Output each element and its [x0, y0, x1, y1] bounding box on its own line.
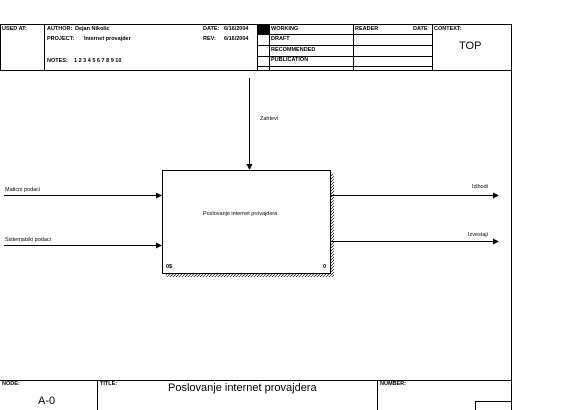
footer-number-box — [475, 401, 476, 410]
rev-label: REV: — [203, 36, 216, 42]
footer-divider — [511, 380, 512, 410]
context-value: TOP — [459, 40, 482, 52]
used-at-label: USED AT: — [2, 26, 27, 32]
control-arrowhead — [247, 164, 253, 170]
input-label-1: Maticni podaci — [5, 187, 41, 193]
notes-value: 1 2 3 4 5 6 7 8 9 10 — [74, 58, 122, 64]
reader-label: READER — [355, 26, 379, 32]
context-label: CONTEXT: — [434, 26, 462, 32]
output-arrowhead-1 — [493, 193, 499, 199]
date-value: 6/16/2004 — [224, 26, 249, 32]
activity-number: 0 — [323, 264, 327, 270]
output-arrowhead-2 — [493, 239, 499, 245]
input-label-2: Sistematski podaci — [5, 237, 51, 243]
notes-label: NOTES: — [47, 58, 68, 64]
author-value: Dejan Nikolic — [75, 26, 110, 32]
project-label: PROJECT: — [47, 36, 75, 42]
project-value: Internet provajder — [84, 36, 131, 42]
control-label: Zahtevi — [260, 116, 279, 122]
rev-value: 6/16/2004 — [224, 36, 249, 42]
date-label: DATE: — [203, 26, 220, 32]
footer-divider — [97, 380, 98, 410]
node-value: A-0 — [38, 395, 56, 407]
title-label: TITLE: — [100, 381, 118, 387]
status-draft: DRAFT — [271, 36, 290, 42]
status-recommended: RECOMMENDED — [271, 47, 316, 53]
node-label: NODE: — [2, 381, 20, 387]
output-label-1: Izlhodi — [472, 184, 488, 190]
status-working: WORKING — [271, 26, 299, 32]
footer-number-box — [475, 401, 511, 402]
activity-box — [163, 171, 331, 274]
activity-label: Poslovanje internet provajdera — [203, 211, 278, 217]
footer-top-line — [0, 380, 512, 381]
status-publication: PUBLICATION — [271, 57, 309, 63]
footer-divider — [377, 380, 378, 410]
author-label: AUTHOR: — [47, 26, 73, 32]
input-arrowhead-1 — [156, 193, 162, 199]
input-arrowhead-2 — [156, 243, 162, 249]
reader-date-label: DATE — [413, 26, 428, 32]
output-label-2: Izvestaji — [468, 232, 488, 238]
number-label: NUMBER: — [380, 381, 406, 387]
page-title: Poslovanje internet provajdera — [168, 382, 317, 394]
activity-cost: 0$ — [166, 264, 173, 270]
